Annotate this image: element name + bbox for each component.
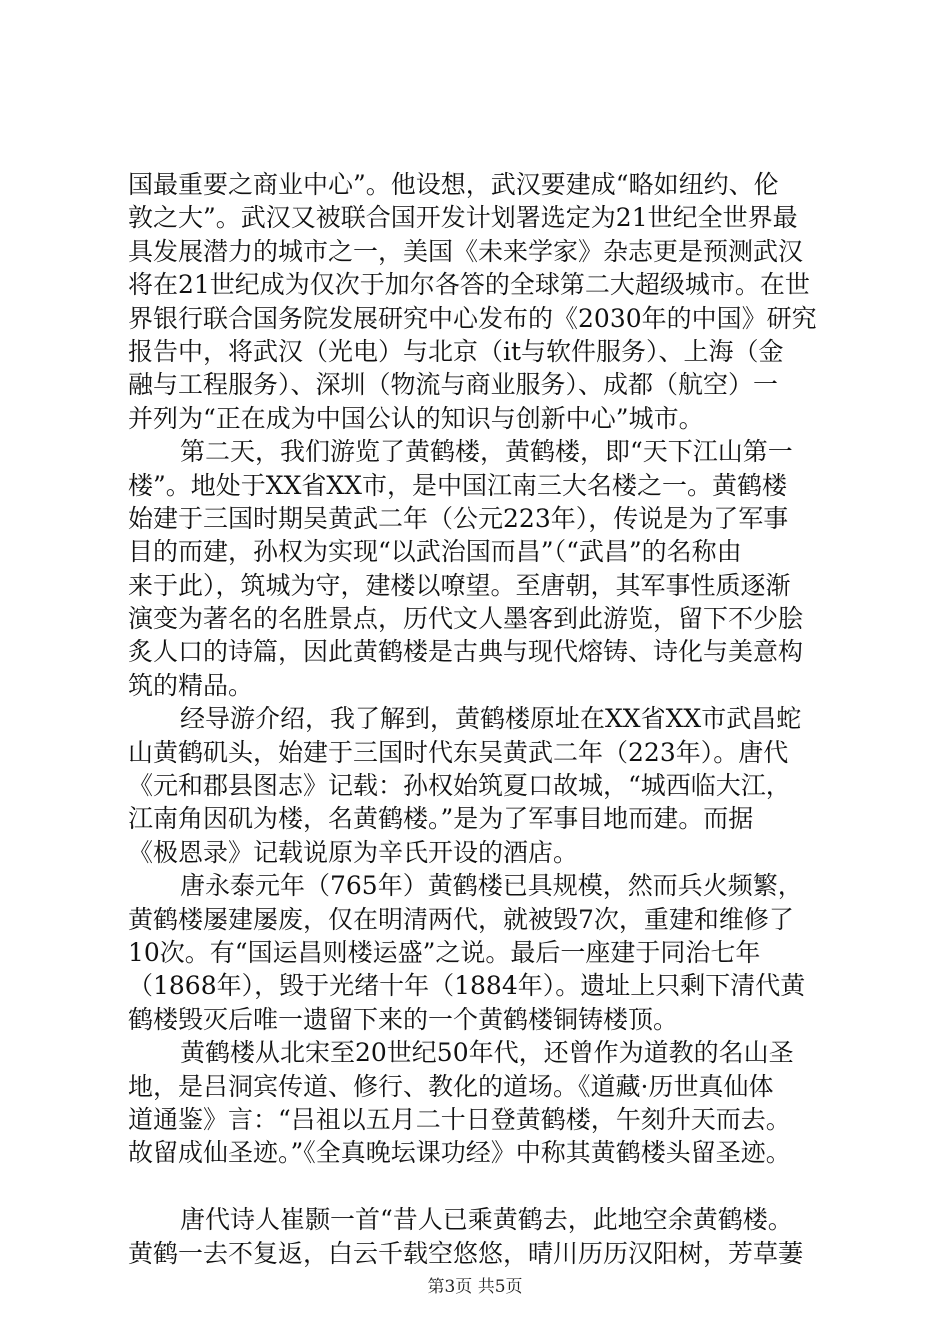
paragraph-start-line: 唐代诗人崔颢一首“昔人已乘黄鹤去，此地空余黄鹤楼。 xyxy=(180,1205,793,1235)
text-line: 筑的精品。 xyxy=(128,670,254,700)
text-line: 界银行联合国务院发展研究中心发布的《2030年的中国》研究 xyxy=(128,303,817,333)
page-number-footer: 第3页 共5页 xyxy=(427,1277,523,1297)
text-line: 国最重要之商业中心”。他设想，武汉要建成“略如纽约、伦 xyxy=(128,170,779,199)
text-line: 演变为著名的名胜景点，历代文人墨客到此游览，留下不少脍 xyxy=(128,604,804,634)
text-line: 地，是吕洞宾传道、修行、教化的道场。《道藏·历世真仙体 xyxy=(128,1071,774,1101)
text-line: 将在21世纪成为仅次于加尔各答的全球第二大超级城市。在世 xyxy=(128,270,810,300)
text-line: 道通鉴》言：“吕祖以五月二十日登黄鹤楼，午刻升天而去。 xyxy=(128,1104,791,1134)
body-text xyxy=(128,168,848,1270)
text-line: 融与工程服务）、深圳（物流与商业服务）、成都（航空）一 xyxy=(128,370,779,400)
text-line: 敦之大”。武汉又被联合国开发计划署选定为21世纪全世界最 xyxy=(128,203,798,233)
paragraph-start-line: 经导游介绍，我了解到，黄鹤楼原址在XX省XX市武昌蛇 xyxy=(180,704,802,734)
text-line: 江南角因矶为楼，名黄鹤楼。”是为了军事目地而建。而据 xyxy=(128,804,754,834)
text-line: 山黄鹤矶头，始建于三国时代东吴黄武二年（223年）。唐代 xyxy=(128,737,789,767)
text-line: 鹤楼毁灭后唯一遗留下来的一个黄鹤楼铜铸楼顶。 xyxy=(128,1004,679,1034)
text-line: 目的而建，孙权为实现“以武治国而昌”（“武昌”的名称由 xyxy=(128,537,742,567)
text-line: 楼”。地处于XX省XX市，是中国江南三大名楼之一。黄鹤楼 xyxy=(128,470,787,500)
text-line: 黄鹤一去不复返，白云千载空悠悠，晴川历历汉阳树，芳草萋 xyxy=(128,1238,804,1268)
text-line: 始建于三国时期吴黄武二年（公元223年），传说是为了军事 xyxy=(128,503,789,533)
paragraph-start-line: 唐永泰元年（765年）黄鹤楼已具规模，然而兵火频繁， xyxy=(180,871,803,901)
text-line: 并列为“正在成为中国公认的知识与创新中心”城市。 xyxy=(128,403,704,433)
text-line: 故留成仙圣迹。”《全真晚坛课功经》中称其黄鹤楼头留圣迹。 xyxy=(128,1138,791,1168)
text-line: 黄鹤楼屡建屡废，仅在明清两代，就被毁7次，重建和维修了 xyxy=(128,904,794,934)
text-line: 《极恩录》记载说原为辛氏开设的酒店。 xyxy=(128,837,579,867)
text-line: 炙人口的诗篇，因此黄鹤楼是古典与现代熔铸、诗化与美意构 xyxy=(128,637,804,667)
text-line: 《元和郡县图志》记载：孙权始筑夏口故城，“城西临大江， xyxy=(128,771,791,801)
paragraph-start-line: 黄鹤楼从北宋至20世纪50年代，还曾作为道教的名山圣 xyxy=(180,1038,794,1068)
text-line: 来于此），筑城为守，建楼以嘹望。至唐朝，其军事性质逐渐 xyxy=(128,570,791,600)
text-line: 报告中，将武汉（光电）与北京（it与软件服务）、上海（金 xyxy=(128,336,784,366)
paragraph-gap xyxy=(128,1170,848,1203)
text-line: （1868年），毁于光绪十年（1884年）。遗址上只剩下清代黄 xyxy=(128,971,806,1001)
text-line: 10次。有“国运昌则楼运盛”之说。最后一座建于同治七年 xyxy=(128,937,761,967)
paragraph-start-line: 第二天，我们游览了黄鹤楼，黄鹤楼，即“天下江山第一 xyxy=(180,437,793,467)
text-line: 具发展潜力的城市之一，美国《未来学家》杂志更是预测武汉 xyxy=(128,236,804,266)
